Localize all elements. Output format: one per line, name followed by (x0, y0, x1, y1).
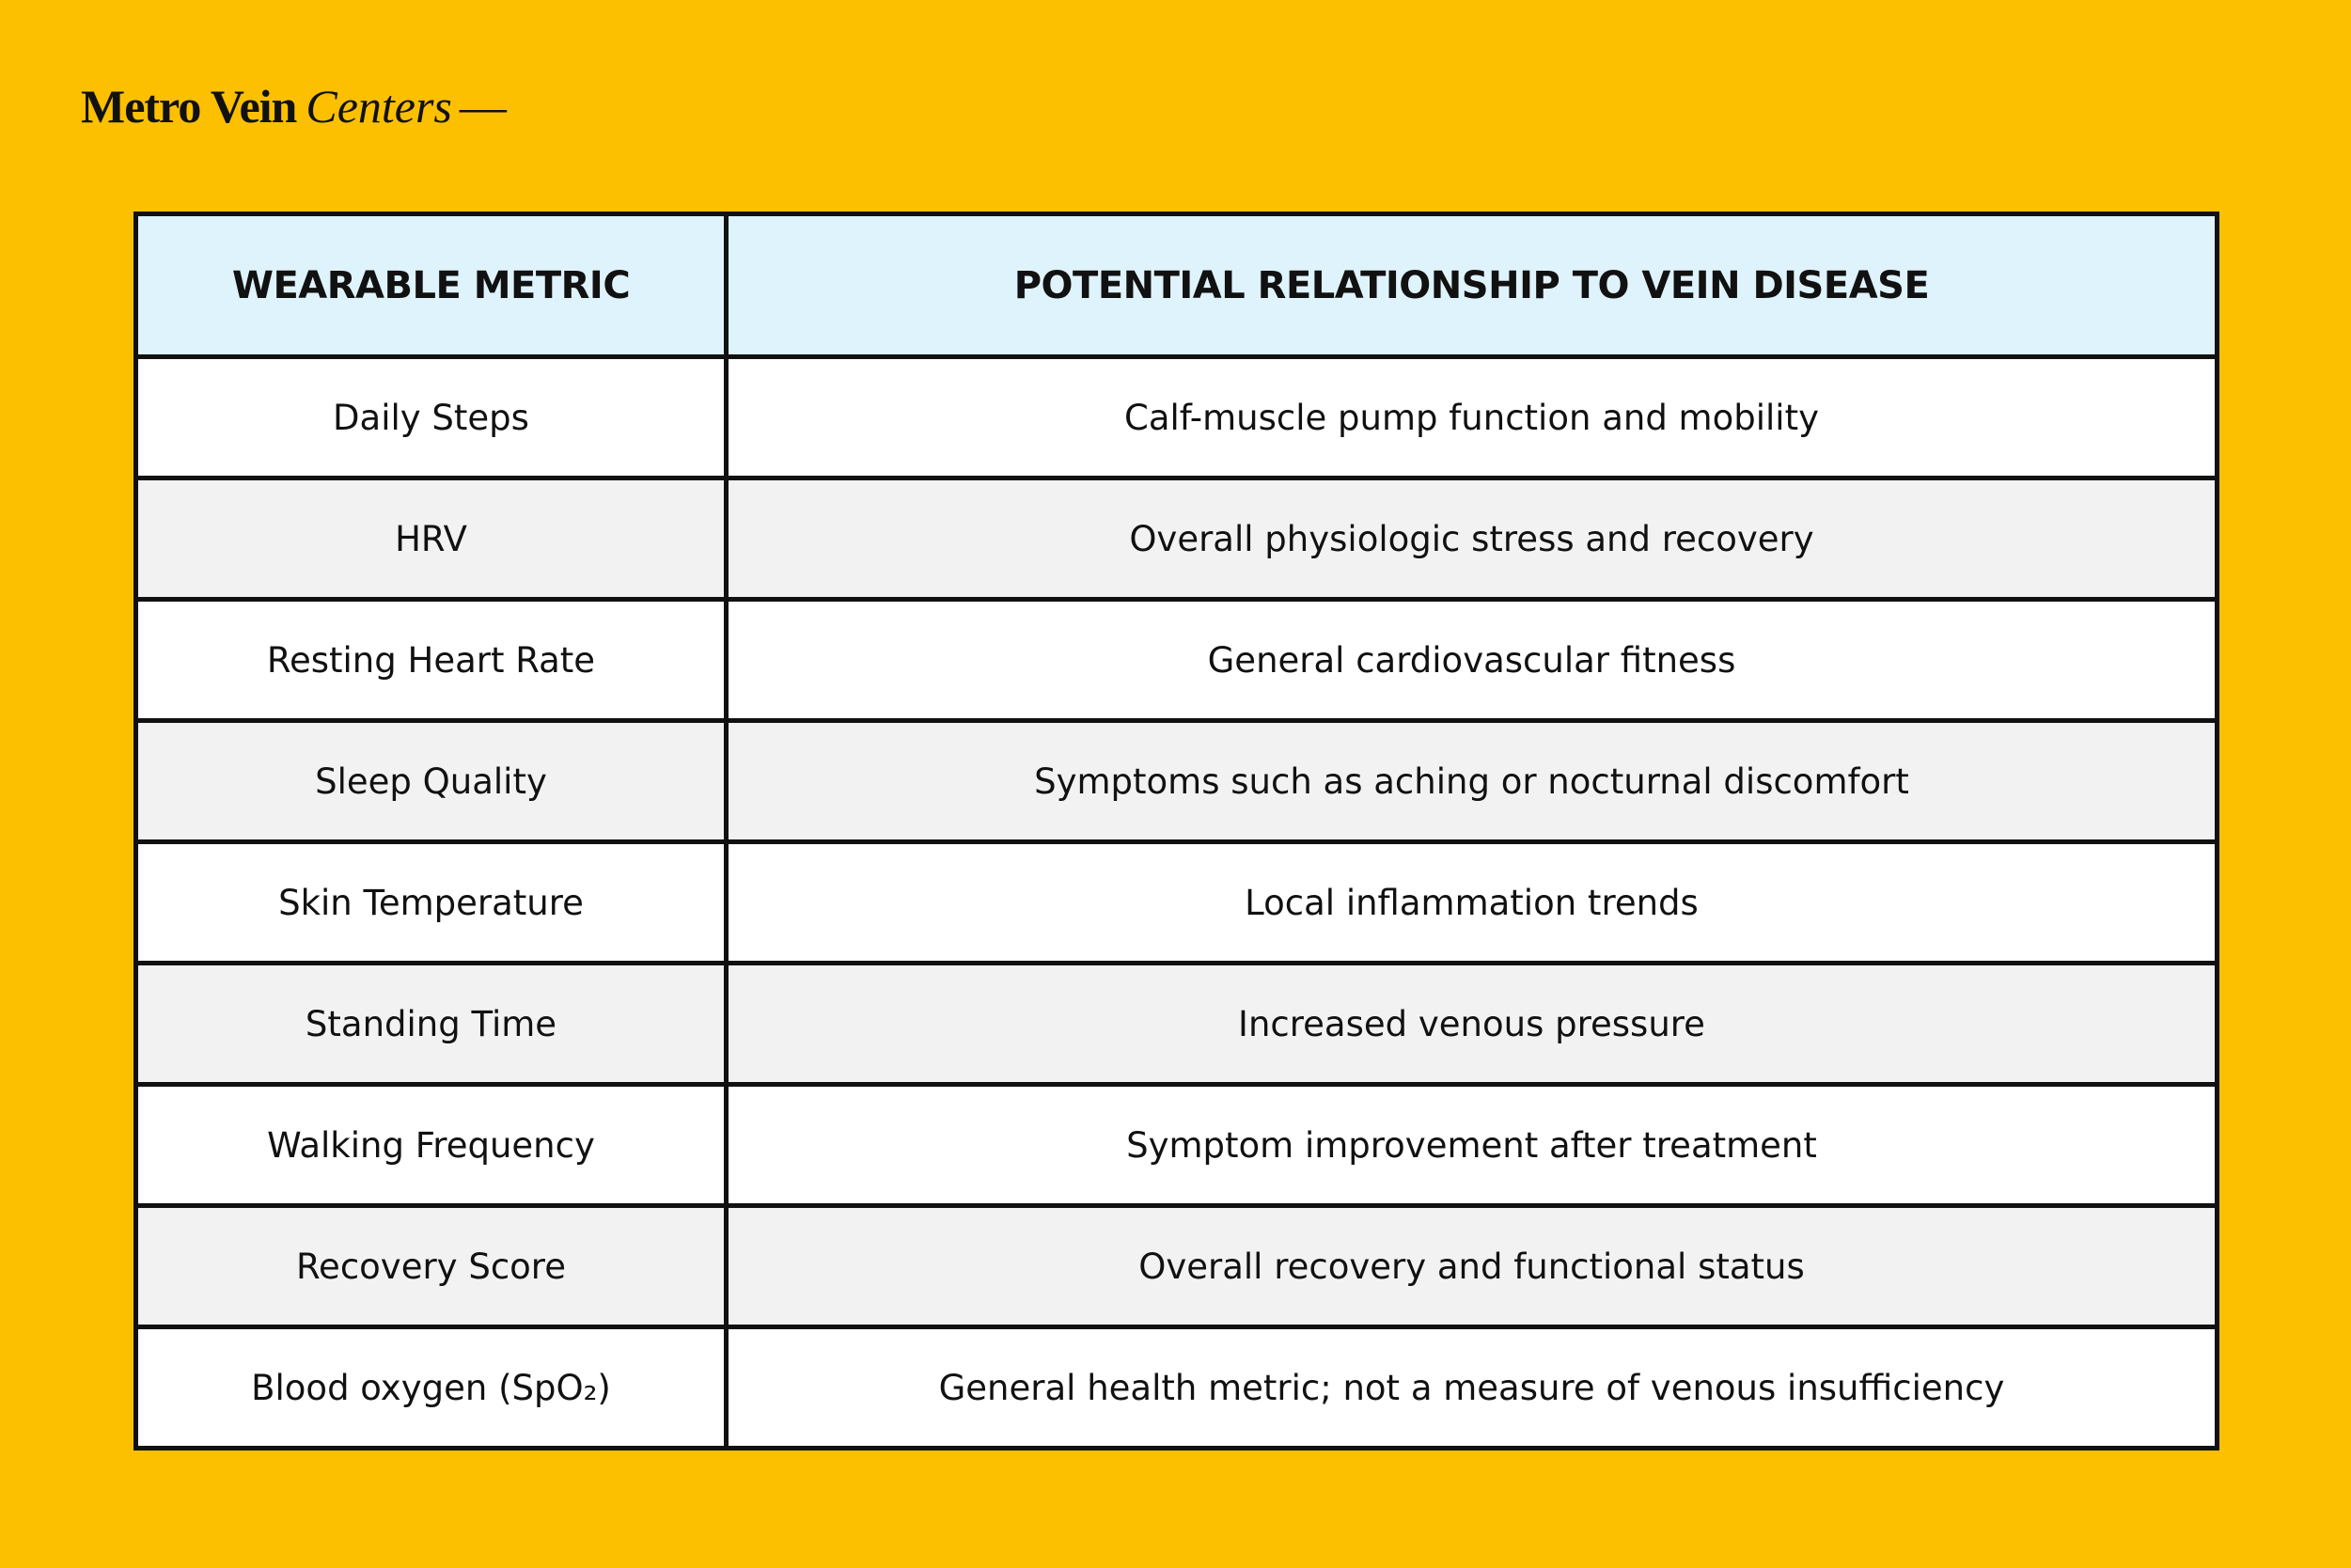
relationship-cell: Overall recovery and functional status (727, 1206, 2218, 1327)
table-row (136, 600, 2218, 721)
relationship-cell: General cardiovascular fitness (727, 600, 2218, 721)
relationship-cell: Overall physiologic stress and recovery (727, 478, 2218, 600)
metric-cell: HRV (136, 478, 727, 600)
metric-cell: Blood oxygen (SpO₂) (136, 1327, 727, 1449)
table-row (136, 1085, 2218, 1206)
brand-dash: — (459, 80, 507, 133)
relationship-cell: Symptom improvement after treatment (727, 1085, 2218, 1206)
relationship-cell: Increased venous pressure (727, 964, 2218, 1085)
metric-cell: Sleep Quality (136, 721, 727, 842)
brand-name-italic: Centers (306, 80, 452, 133)
table-row (136, 478, 2218, 600)
metric-cell: Resting Heart Rate (136, 600, 727, 721)
table-row (136, 1206, 2218, 1327)
table-row (136, 357, 2218, 478)
brand-logo (81, 80, 507, 133)
metric-cell: Daily Steps (136, 357, 727, 478)
brand-name-bold: Metro Vein (81, 80, 297, 133)
metrics-table-container (133, 212, 2219, 1446)
table-row (136, 842, 2218, 964)
relationship-cell: Local inflammation trends (727, 842, 2218, 964)
metric-cell: Walking Frequency (136, 1085, 727, 1206)
relationship-cell: Symptoms such as aching or nocturnal discomfort (727, 721, 2218, 842)
metric-cell: Skin Temperature (136, 842, 727, 964)
metric-cell: Standing Time (136, 964, 727, 1085)
header-wearable-metric: WEARABLE METRIC (136, 214, 727, 357)
metric-cell: Recovery Score (136, 1206, 727, 1327)
table-row (136, 1327, 2218, 1449)
table-header-row (136, 214, 2218, 357)
table-row (136, 964, 2218, 1085)
relationship-cell: Calf-muscle pump function and mobility (727, 357, 2218, 478)
header-relationship: POTENTIAL RELATIONSHIP TO VEIN DISEASE (727, 214, 2218, 357)
table-row (136, 721, 2218, 842)
relationship-cell: General health metric; not a measure of venous insufficiency (727, 1327, 2218, 1449)
metrics-table (133, 212, 2219, 1450)
